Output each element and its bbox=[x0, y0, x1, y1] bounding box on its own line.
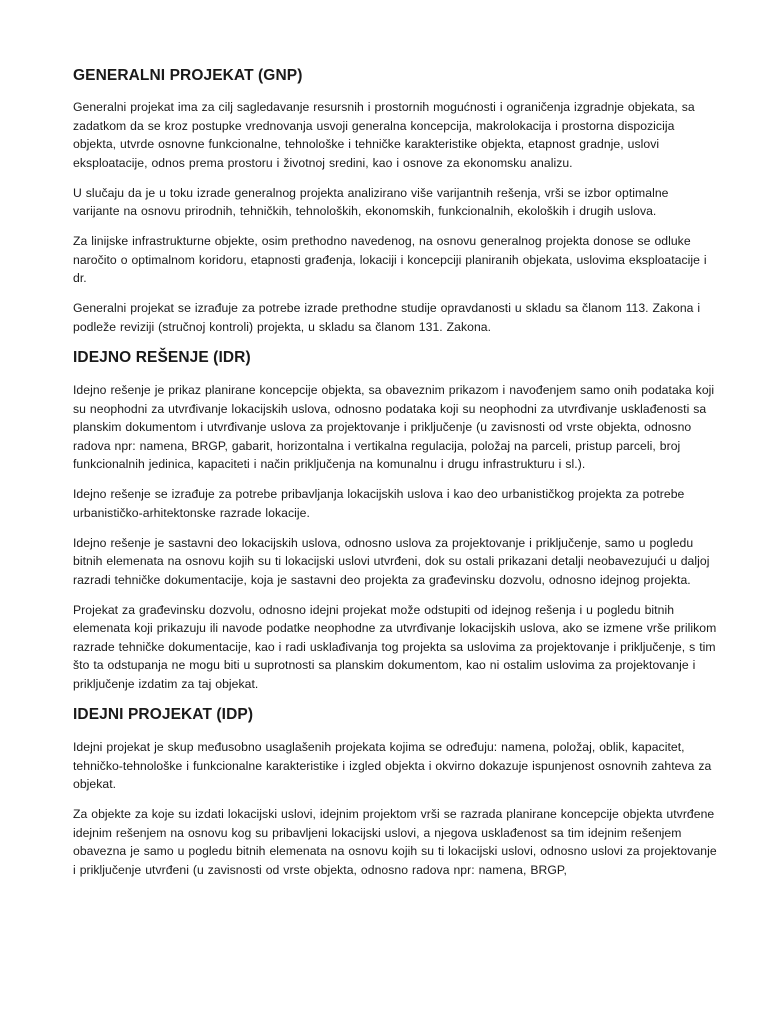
paragraph: Za objekte za koje su izdati lokacijski uslovi, idejnim projektom vrši se razrada planirane koncepcije objekta utvrđene idejnim rešenjem na osnovu kog su pribavljeni lokacijski uslovi, a njegova usklađenost sa tim idejnim rešenjem obavezna je samo u pogledu bitnih elemenata na osnovu kojih su ti lokacijski uslovi, odnosno uslovi za projektovanje i priključenje utvrđeni (u zavisnosti od vrste objekta, odnosno radova npr: namena, BRGP, bbox=[73, 807, 717, 877]
paragraph: Projekat za građevinsku dozvolu, odnosno idejni projekat može odstupiti od idejnog rešenja i u pogledu bitnih elemenata koji prikazuju ili navode podatke neophodne za utvrđivanje lokacijskih uslova, ako se izmene vrše prilikom razrade tehničke dokumentacije, kao i radi usklađivanja tog projekta sa uslovima za projektovanje i priključenje, s tim što ta odstupanja ne mogu biti u suprotnosti sa planskim dokumentom, kao ni ostalim uslovima za projektovanje i priključenje izdatim za taj objekat. bbox=[73, 602, 717, 691]
paragraph: Idejno rešenje je prikaz planirane koncepcije objekta, sa obaveznim prikazom i navođenjem samo onih podataka koji su neophodni za utvrđivanje lokacijskih uslova, odnosno podataka koji su neophodni za utvrđivanje usklađenosti sa planskim dokumentom i utvrđivanje uslova za projektovanje i priključenje (u zavisnosti od vrste objekta, odnosno radova npr: namena, BRGP, gabarit, horizontalna i vertikalna regulacija, položaj na parceli, pristup parceli, broj funkcionalnih jedinica, kapaciteti i način priključenja na komunalnu i drugu infrastrukturu i sl.). bbox=[73, 383, 715, 471]
paragraph: Idejno rešenje se izrađuje za potrebe pribavljanja lokacijskih uslova i kao deo urbanističkog projekta za potrebe urbanističko-arhitektonske razrade lokacije. bbox=[73, 487, 685, 520]
section-title-idr: IDEJNO REŠENJE (IDR) bbox=[73, 349, 251, 366]
paragraph: Idejni projekat je skup međusobno usaglašenih projekata kojima se određuju: namena, položaj, oblik, kapacitet, tehničko-tehnološke i funkcionalne karakteristike i izgled objekta i okvirno dokazuje ispunjenost osnovnih zahteva za objekat. bbox=[73, 740, 712, 791]
document-page bbox=[73, 66, 718, 891]
paragraph: Generalni projekat ima za cilj sagledavanje resursnih i prostornih mogućnosti i ograničenja izgradnje objekata, sa zadatkom da se kroz postupke vrednovanja usvoji generalna koncepcija, makrolokacija i prostorna dispozicija objekta, utvrde osnovne funkcionalne, tehnološke i tehničke karakteristike objekta, etapnost gradnje, uslovi eksploatacije, odnos prema prostoru i životnoj sredini, kao i osnove za ekonomsku analizu. bbox=[73, 100, 695, 170]
section-title-gnp: GENERALNI PROJEKAT (GNP) bbox=[73, 67, 303, 84]
paragraph: Generalni projekat se izrađuje za potrebe izrade prethodne studije opravdanosti u skladu sa članom 113. Zakona i podleže reviziji (stručnoj kontroli) projekta, u skladu sa članom 131. Zakona. bbox=[73, 301, 701, 334]
paragraph: U slučaju da je u toku izrade generalnog projekta analizirano više varijantnih rešenja, vrši se izbor optimalne varijante na osnovu prirodnih, tehničkih, tehnoloških, ekonomskih, funkcionalnih, ekoloških i drugih uslova. bbox=[73, 185, 669, 218]
paragraph: Za linijske infrastrukturne objekte, osim prethodno navedenog, na osnovu generalnog projekta donose se odluke naročito o optimalnom koridoru, etapnosti građenja, lokaciji i koncepciji planiranih objekata, uslovima eksploatacije i dr. bbox=[73, 234, 707, 285]
section-title-idp: IDEJNI PROJEKAT (IDP) bbox=[73, 706, 254, 723]
paragraph: Idejno rešenje je sastavni deo lokacijskih uslova, odnosno uslova za projektovanje i priključenje, samo u pogledu bitnih elemenata na osnovu kojih su ti lokacijski uslovi utvrđeni, dok su ostali prikazani detalji neobavezujući u daljoj razradi tehničke dokumentacije, koja je sastavni deo projekta za građevinsku dozvolu, odnosno idejnog projekta. bbox=[73, 535, 710, 587]
